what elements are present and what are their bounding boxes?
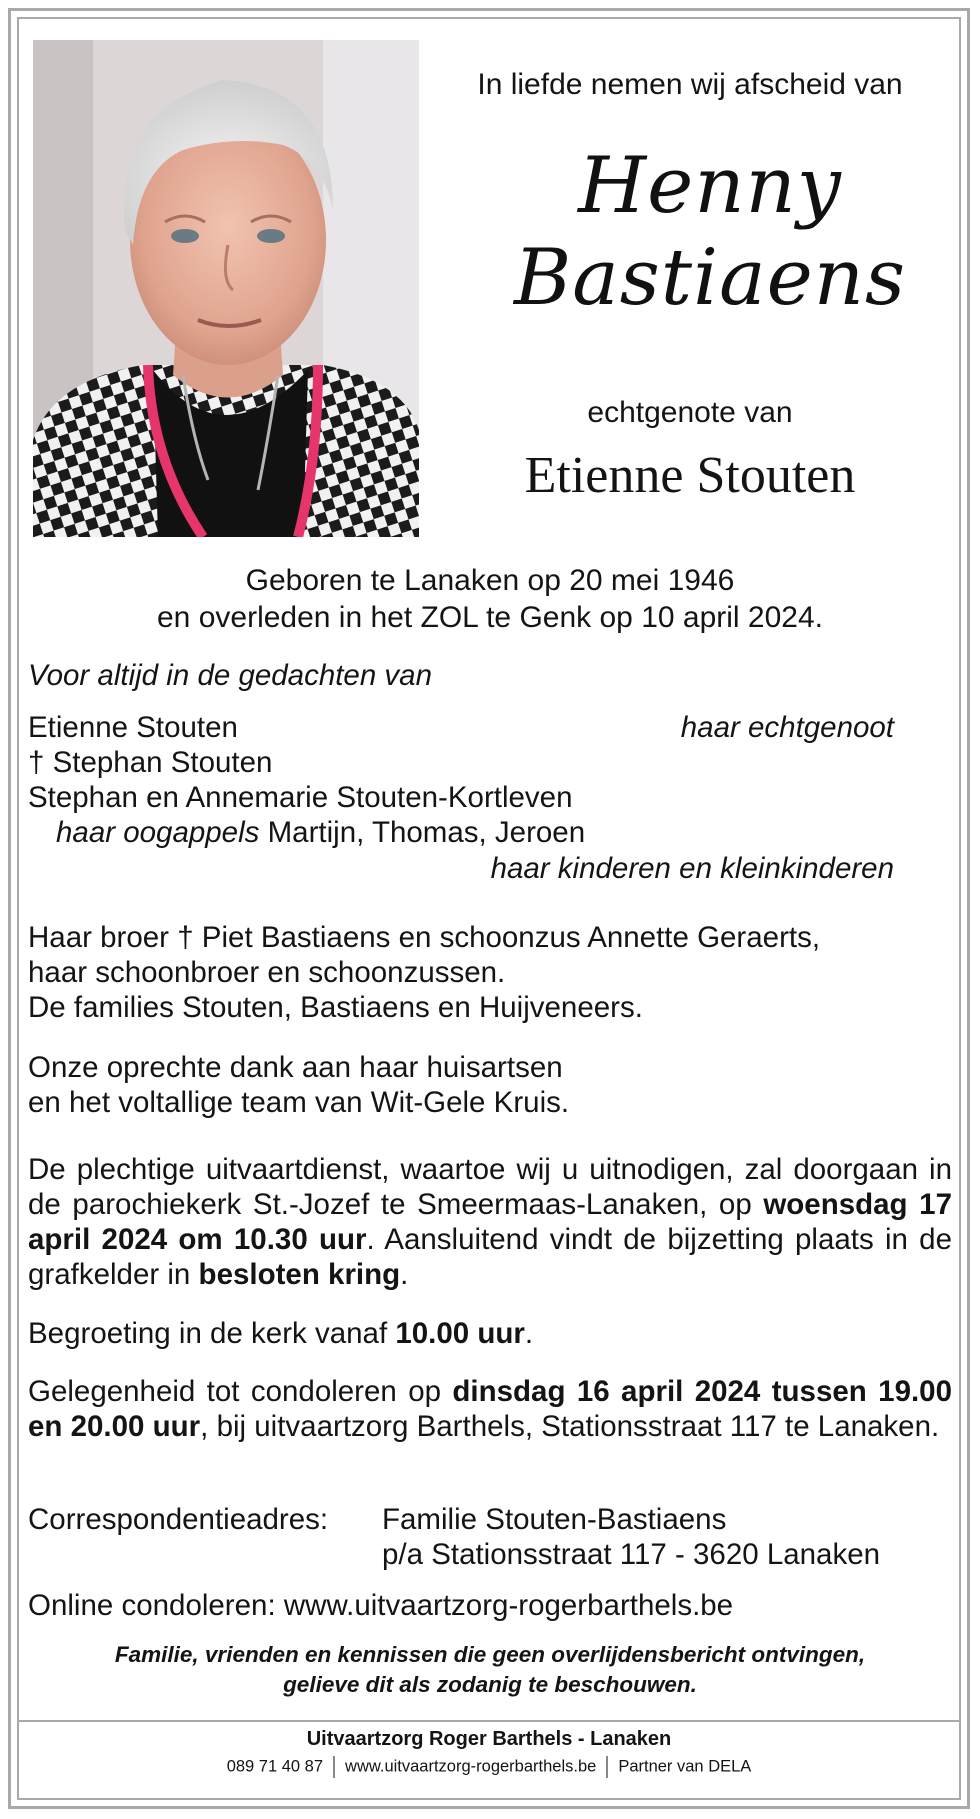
footer-partner: Partner van DELA bbox=[618, 1757, 752, 1776]
footer-title: Uitvaartzorg Roger Barthels - Lanaken bbox=[306, 1728, 672, 1750]
family-line: De families Stouten, Bastiaens en Huijveneers. bbox=[28, 991, 643, 1024]
mourner-row bbox=[28, 710, 952, 745]
thanks-section bbox=[28, 1050, 952, 1120]
correspondence-label: Correspondentieadres: bbox=[28, 1503, 329, 1536]
death-line: en overleden in het ZOL te Genk op 10 april 2024. bbox=[157, 601, 823, 634]
greeting-section bbox=[28, 1316, 952, 1351]
mourner-row bbox=[28, 815, 952, 850]
notice-line: Familie, vrienden en kennissen die geen overlijdensbericht ontvingen, bbox=[114, 1642, 866, 1667]
spouse-label: echtgenote van bbox=[587, 396, 793, 429]
thanks-line: en het voltallige team van Wit-Gele Kruis. bbox=[28, 1086, 570, 1119]
deceased-first-name: Henny bbox=[578, 141, 842, 231]
spouse-name: Etienne Stouten bbox=[524, 447, 856, 504]
greeting-text: Begroeting in de kerk vanaf bbox=[28, 1317, 396, 1350]
family-line: haar schoonbroer en schoonzussen. bbox=[28, 956, 506, 989]
deceased-name bbox=[500, 140, 920, 324]
notice-line: gelieve dit als zodanig te beschouwen. bbox=[283, 1672, 697, 1697]
family-section bbox=[28, 920, 952, 1025]
thanks-line: Onze oprechte dank aan haar huisartsen bbox=[28, 1051, 563, 1084]
intro-text: In liefde nemen wij afscheid van bbox=[477, 68, 903, 101]
condolence-text: , bij uitvaartzorg Barthels, Stationsstraat 117 te Lanaken. bbox=[200, 1410, 940, 1443]
portrait-photo bbox=[33, 40, 419, 537]
mourner-name: † Stephan Stouten bbox=[28, 746, 273, 779]
mourner-row bbox=[28, 745, 952, 780]
notice bbox=[40, 1640, 940, 1700]
mourner-role: haar echtgenoot bbox=[680, 711, 894, 744]
service-text: . Aansluitend vindt de bijzetting plaats in de grafkelder in bbox=[28, 1223, 952, 1291]
service-text: De plechtige uitvaartdienst, waartoe wij u uitnodigen, zal doorgaan in de parochiekerk St.-Jozef te Smeermaas-Lanaken, op bbox=[28, 1153, 952, 1221]
birth-line: Geboren te Lanaken op 20 mei 1946 bbox=[245, 564, 735, 597]
life-dates bbox=[40, 562, 940, 636]
mourners-section bbox=[28, 658, 952, 886]
family-line: Haar broer † Piet Bastiaens en schoonzus Annette Geraerts, bbox=[28, 921, 821, 954]
footer-phone: 089 71 40 87 bbox=[226, 1757, 324, 1776]
condolence-section bbox=[28, 1374, 952, 1444]
correspondence-line: p/a Stationsstraat 117 - 3620 Lanaken bbox=[382, 1538, 881, 1571]
condolence-datetime: dinsdag 16 april 2024 tussen 19.00 en 20.00 uur bbox=[28, 1375, 952, 1443]
service-private: besloten kring bbox=[198, 1258, 401, 1291]
mourner-row bbox=[28, 851, 952, 886]
mourner-name: Etienne Stouten bbox=[28, 711, 238, 744]
correspondence-section bbox=[28, 1502, 952, 1572]
greeting-time: 10.00 uur bbox=[395, 1317, 525, 1350]
service-section bbox=[28, 1152, 952, 1292]
grandchildren-label: haar oogappels bbox=[56, 816, 260, 849]
deceased-last-name: Bastiaens bbox=[513, 233, 907, 323]
correspondence-line: Familie Stouten-Bastiaens bbox=[382, 1503, 727, 1536]
mourner-row bbox=[28, 780, 952, 815]
footer-separator bbox=[606, 1756, 608, 1778]
footer-separator bbox=[333, 1756, 335, 1778]
footer-divider bbox=[17, 1720, 961, 1722]
online-condolence: Online condoleren: www.uitvaartzorg-rogerbarthels.be bbox=[28, 1589, 734, 1622]
mourner-name: Stephan en Annemarie Stouten-Kortleven bbox=[28, 781, 573, 814]
footer-website[interactable]: www.uitvaartzorg-rogerbarthels.be bbox=[345, 1757, 597, 1776]
condolence-text: Gelegenheid tot condoleren op bbox=[28, 1375, 453, 1408]
mourners-heading: Voor altijd in de gedachten van bbox=[28, 659, 432, 692]
grandchildren-names: Martijn, Thomas, Jeroen bbox=[259, 816, 586, 849]
footer-info bbox=[17, 1756, 961, 1778]
service-text: . bbox=[400, 1258, 409, 1291]
greeting-text: . bbox=[524, 1317, 534, 1350]
mourner-role: haar kinderen en kleinkinderen bbox=[490, 852, 894, 885]
service-datetime: woensdag 17 april 2024 om 10.30 uur bbox=[28, 1188, 952, 1256]
